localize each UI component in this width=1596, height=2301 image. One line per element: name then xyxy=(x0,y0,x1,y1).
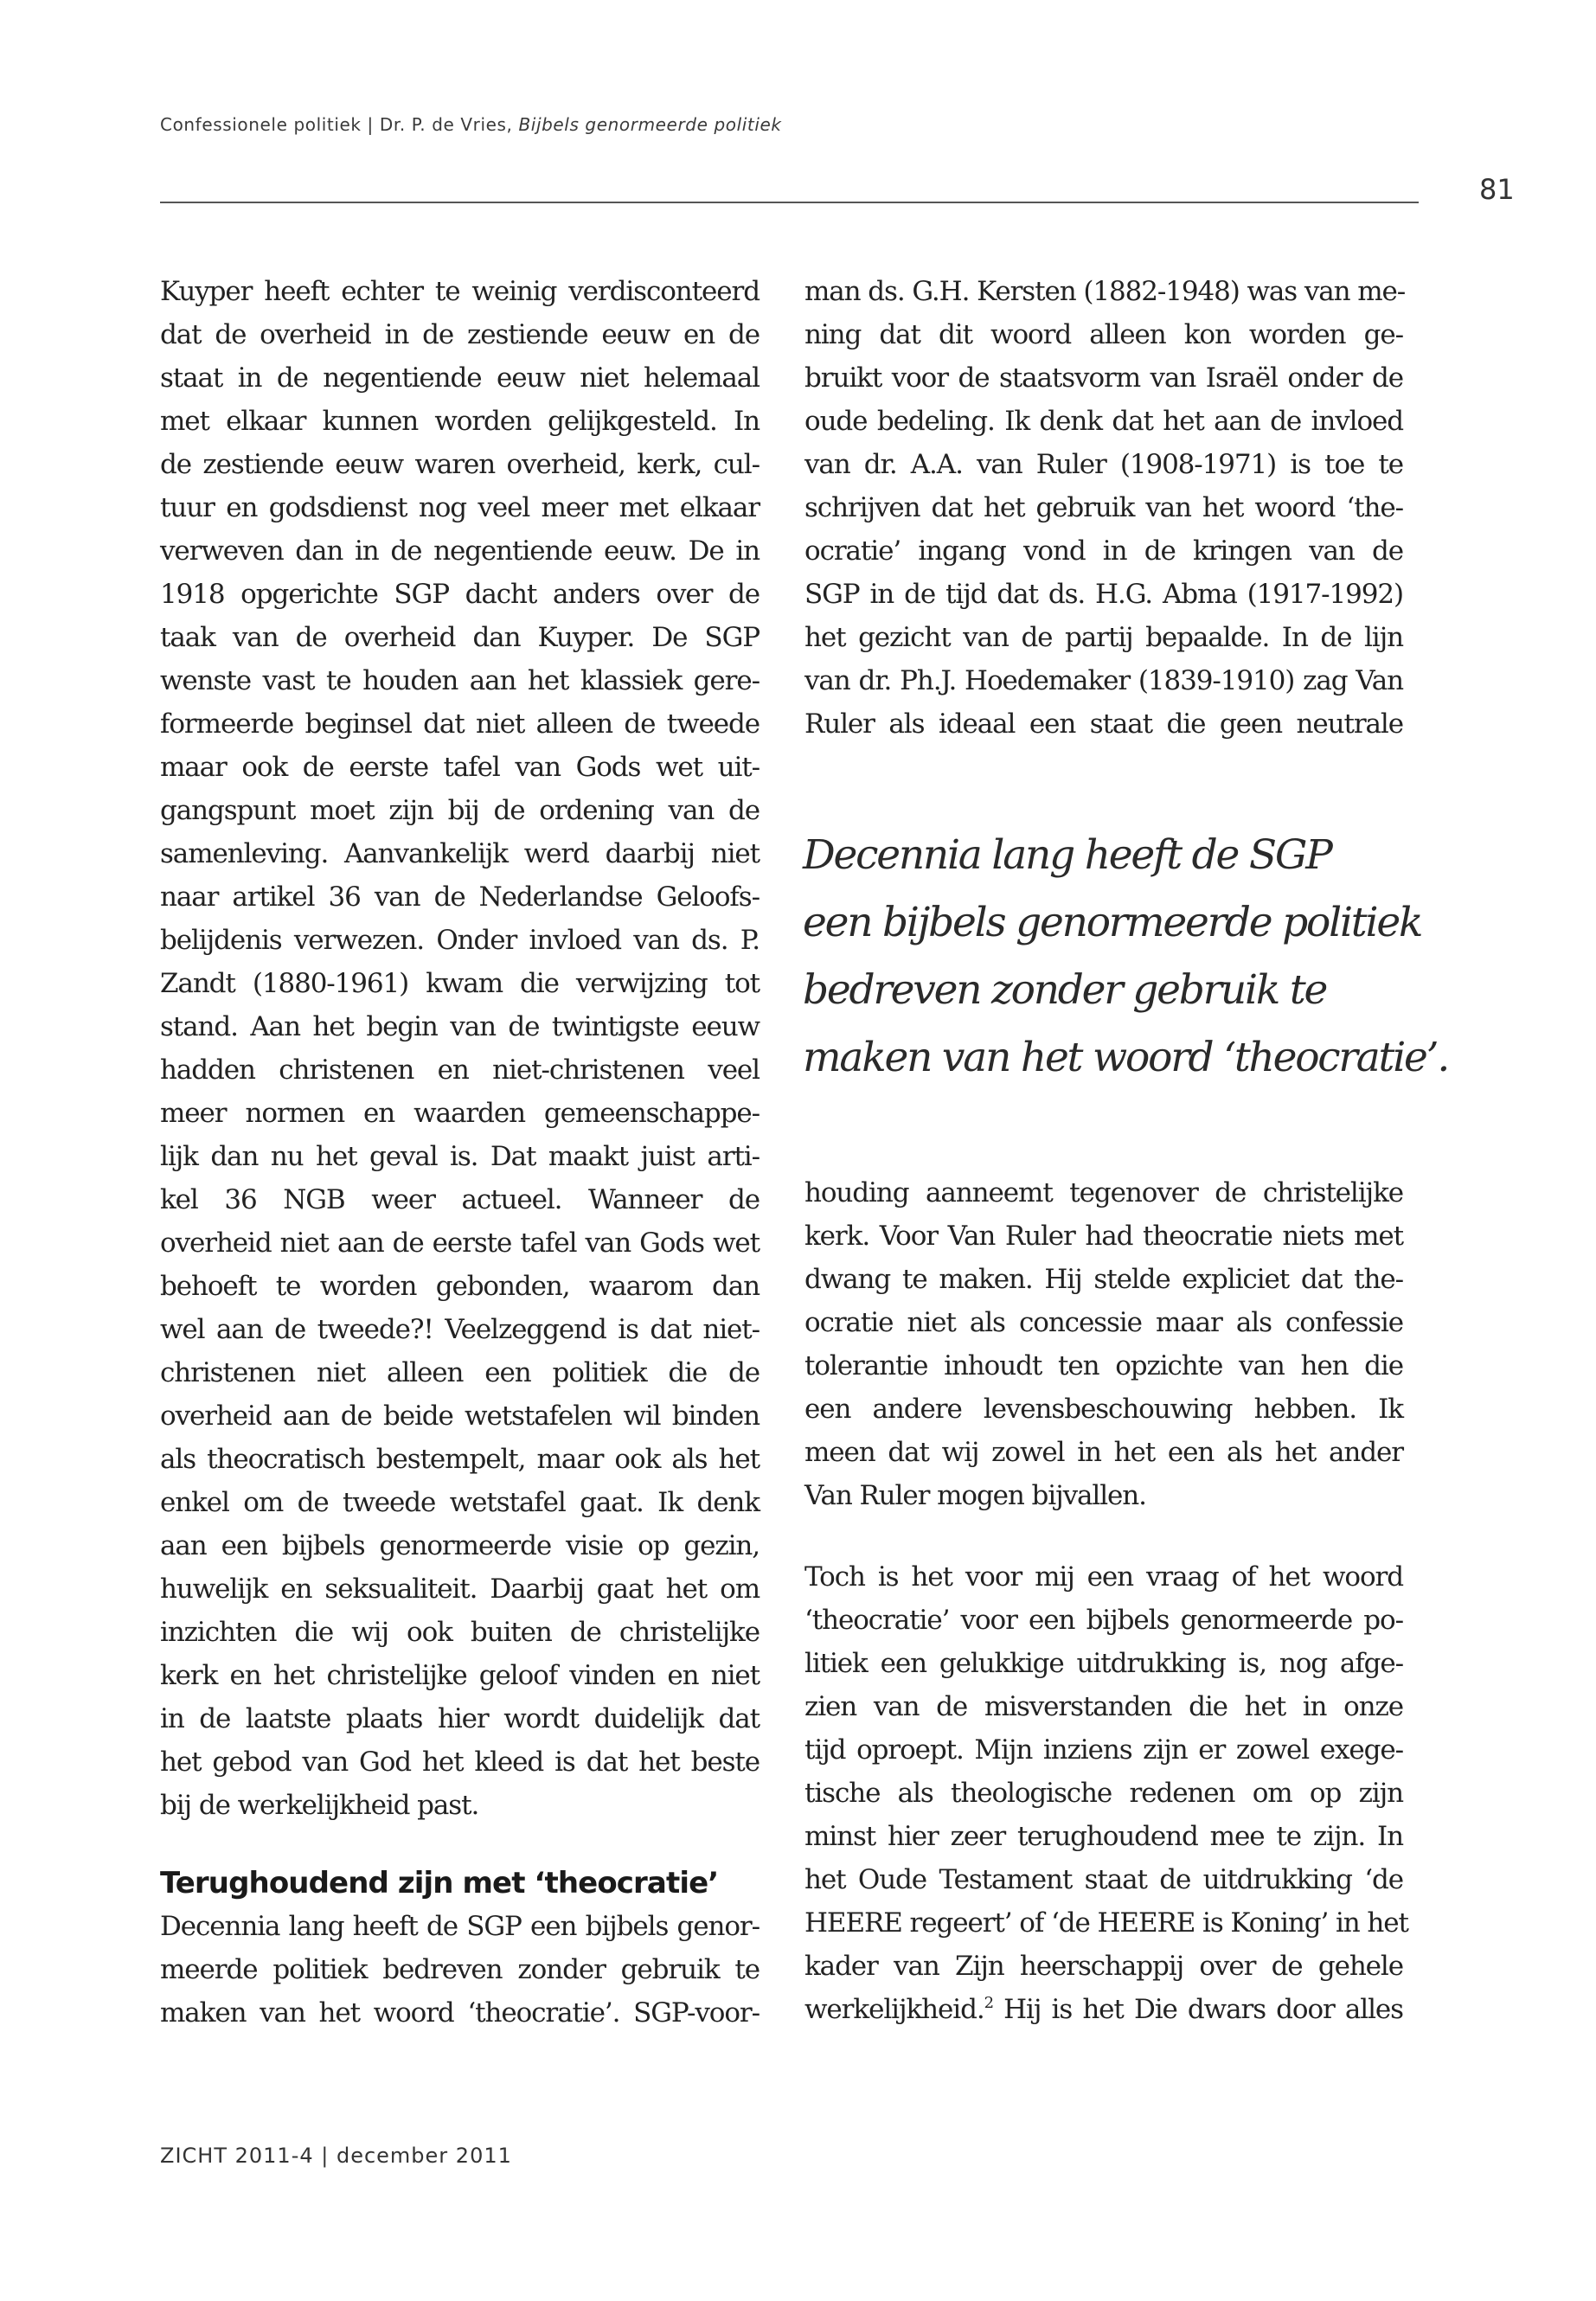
text-line: als theocratisch bestempelt, maar ook als het xyxy=(160,1444,760,1475)
text-line: gangspunt moet zijn bij de ordening van de xyxy=(160,795,760,826)
text-line: het gebod van God het kleed is dat het beste xyxy=(160,1747,760,1778)
text-line: het gezicht van de partij bepaalde. In de lijn xyxy=(804,622,1403,653)
running-header xyxy=(160,114,782,135)
text-line: ocratie niet als concessie maar als confessie xyxy=(804,1307,1403,1338)
footnote-reference[interactable]: 2 xyxy=(984,1994,993,2012)
text-line: meerde politiek bedreven zonder gebruik te xyxy=(160,1954,760,1985)
text-line: kader van Zijn heerschappij over de gehele xyxy=(804,1951,1403,1982)
text-line: houding aanneemt tegenover de christelijke xyxy=(804,1177,1403,1208)
text-line: samenleving. Aanvankelijk werd daarbij niet xyxy=(160,838,760,869)
pull-quote-line: Decennia lang heeft de SGP xyxy=(803,831,1331,879)
text-line: wenste vast te houden aan het klassiek gere- xyxy=(160,665,760,696)
text-line: tische als theologische redenen om op zijn xyxy=(804,1778,1403,1809)
text-line: kerk. Voor Van Ruler had theocratie niets met xyxy=(804,1221,1403,1252)
text-line: taak van de overheid dan Kuyper. De SGP xyxy=(160,622,760,653)
text-line: tijd oproept. Mijn inziens zijn er zowel exege- xyxy=(804,1734,1403,1766)
text-line: overheid niet aan de eerste tafel van Gods wet xyxy=(160,1227,760,1259)
text-line: inzichten die wij ook buiten de christelijke xyxy=(160,1617,760,1648)
text-line: de zestiende eeuw waren overheid, kerk, cul- xyxy=(160,449,760,480)
text-line: maken van het woord ‘theocratie’. SGP-voor- xyxy=(160,1997,760,2029)
text-line: dat de overheid in de zestiende eeuw en de xyxy=(160,319,760,350)
text-line: Toch is het voor mij een vraag of het woord xyxy=(804,1561,1403,1593)
text-line: christenen niet alleen een politiek die de xyxy=(160,1357,760,1388)
right-column-top xyxy=(804,270,1406,746)
right-column-middle xyxy=(804,1171,1403,1517)
text-line: minst hier zeer terughoudend mee te zijn. In xyxy=(804,1821,1403,1852)
pull-quote xyxy=(803,822,1449,1092)
text-line: van dr. Ph.J. Hoedemaker (1839-1910) zag Van xyxy=(804,665,1403,696)
text-segment: werkelijkheid. xyxy=(804,1994,984,2025)
text-line: in de laatste plaats hier wordt duidelijk dat xyxy=(160,1703,760,1734)
text-line: ‘theocratie’ voor een bijbels genormeerde po- xyxy=(804,1605,1403,1636)
text-line: staat in de negentiende eeuw niet helemaal xyxy=(160,362,760,394)
pull-quote-line: bedreven zonder gebruik te xyxy=(803,966,1327,1014)
text-line: litiek een gelukkige uitdrukking is, nog afge- xyxy=(804,1648,1403,1679)
text-line: Decennia lang heeft de SGP een bijbels genor- xyxy=(160,1911,760,1942)
text-line: Zandt (1880-1961) kwam die verwijzing tot xyxy=(160,968,760,999)
text-line: zien van de misverstanden die het in onze xyxy=(804,1691,1403,1722)
text-line: schrijven dat het gebruik van het woord ‘the- xyxy=(804,492,1403,523)
text-line: ocratie’ ingang vond in de kringen van de xyxy=(804,535,1403,567)
text-line: kerk en het christelijke geloof vinden en niet xyxy=(160,1660,760,1691)
text-line: behoeft te worden gebonden, waarom dan xyxy=(160,1271,760,1302)
text-line: met elkaar kunnen worden gelijkgesteld. In xyxy=(160,406,760,437)
text-line: Kuyper heeft echter te weinig verdisconteerd xyxy=(160,276,760,307)
text-line: maar ook de eerste tafel van Gods wet uit- xyxy=(160,752,760,783)
text-line: meen dat wij zowel in het een als het ander xyxy=(804,1437,1403,1468)
page-number: 81 xyxy=(1479,173,1515,206)
text-line: verweven dan in de negentiende eeuw. De in xyxy=(160,535,760,567)
text-line: ning dat dit woord alleen kon worden ge- xyxy=(804,319,1403,350)
text-line: een andere levensbeschouwing hebben. Ik xyxy=(804,1394,1403,1425)
pull-quote-line: een bijbels genormeerde politiek xyxy=(803,899,1422,946)
text-line: tuur en godsdienst nog veel meer met elkaar xyxy=(160,492,760,523)
text-line: van dr. A.A. van Ruler (1908-1971) is toe te xyxy=(804,449,1403,480)
text-line: naar artikel 36 van de Nederlandse Geloofs- xyxy=(160,881,760,913)
section-heading: Terughoudend zijn met ‘theocratie’ xyxy=(160,1866,719,1900)
text-line: HEERE regeert’ of ‘de HEERE is Koning’ in het xyxy=(804,1907,1408,1939)
text-line: tolerantie inhoudt ten opzichte van hen die xyxy=(804,1350,1403,1381)
text-line: huwelijk en seksualiteit. Daarbij gaat het om xyxy=(160,1574,760,1605)
text-line: SGP in de tijd dat ds. H.G. Abma (1917-1992) xyxy=(804,579,1403,610)
text-line: wel aan de tweede?! Veelzeggend is dat niet- xyxy=(160,1314,760,1345)
text-line: kel 36 NGB weer actueel. Wanneer de xyxy=(160,1184,760,1215)
text-line: enkel om de tweede wetstafel gaat. Ik denk xyxy=(160,1487,760,1518)
pull-quote-line: maken van het woord ‘theocratie’. xyxy=(803,1034,1449,1081)
text-line: bruikt voor de staatsvorm van Israël onder de xyxy=(804,362,1403,394)
text-line: belijdenis verwezen. Onder invloed van ds. P. xyxy=(160,925,760,956)
text-line: stand. Aan het begin van de twintigste eeuw xyxy=(160,1011,760,1042)
running-header-prefix: Confessionele politiek | Dr. P. de Vries, xyxy=(160,114,519,135)
running-header-article-title: Bijbels genormeerde politiek xyxy=(518,114,782,135)
text-line: dwang te maken. Hij stelde expliciet dat the- xyxy=(804,1264,1403,1295)
text-line: Ruler als ideaal een staat die geen neutrale xyxy=(804,708,1403,740)
page-footer: ZICHT 2011-4 | december 2011 xyxy=(160,2144,512,2168)
text-line: bij de werkelijkheid past. xyxy=(160,1790,479,1821)
text-line: het Oude Testament staat de uitdrukking ‘de xyxy=(804,1864,1403,1895)
text-line: 1918 opgerichte SGP dacht anders over de xyxy=(160,579,760,610)
text-segment: Hij is het Die dwars door alles xyxy=(992,1994,1403,2025)
text-line: meer normen en waarden gemeenschappe- xyxy=(160,1098,760,1129)
text-line: hadden christenen en niet-christenen veel xyxy=(160,1054,760,1086)
text-line: overheid aan de beide wetstafelen wil binden xyxy=(160,1400,760,1432)
text-line-with-footnote xyxy=(804,1988,1403,2031)
text-line: aan een bijbels genormeerde visie op gezin, xyxy=(160,1530,760,1561)
text-line: formeerde beginsel dat niet alleen de tweede xyxy=(160,708,760,740)
right-column-bottom xyxy=(804,1555,1408,2031)
text-line: Van Ruler mogen bijvallen. xyxy=(804,1480,1146,1511)
text-line: lijk dan nu het geval is. Dat maakt juist arti- xyxy=(160,1141,760,1172)
text-line: oude bedeling. Ik denk dat het aan de invloed xyxy=(804,406,1403,437)
left-column xyxy=(160,270,760,2035)
header-rule xyxy=(160,202,1419,203)
text-line: man ds. G.H. Kersten (1882-1948) was van me- xyxy=(804,276,1406,307)
